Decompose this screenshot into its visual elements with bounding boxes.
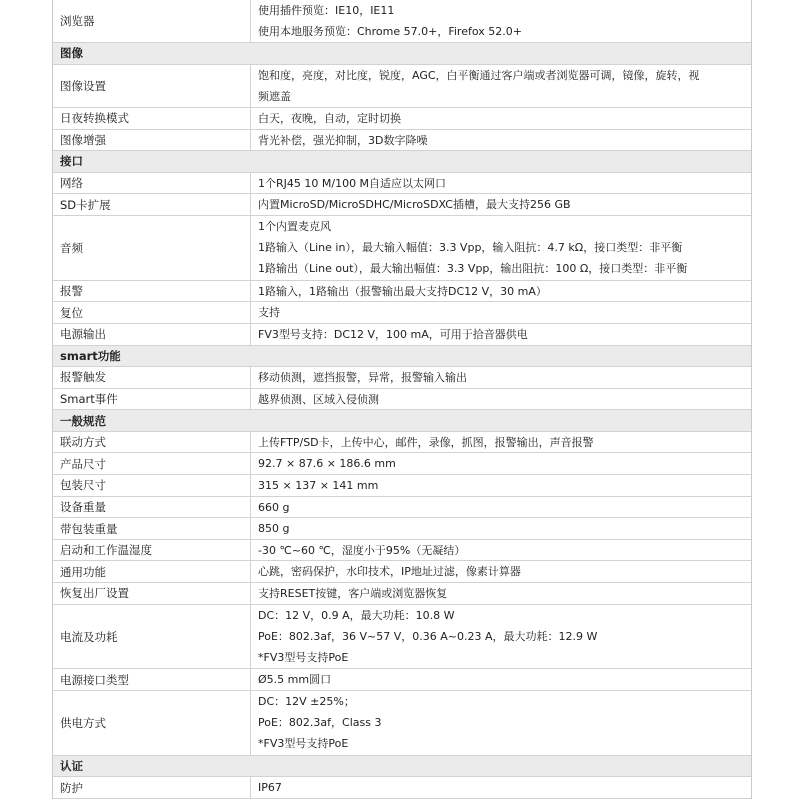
spec-value xyxy=(251,302,751,323)
spec-value-line: 315 × 137 × 141 mm xyxy=(258,479,379,493)
spec-row-alarm-trigger xyxy=(53,367,751,389)
spec-value xyxy=(251,324,751,345)
spec-row-protection xyxy=(53,777,751,799)
spec-value-line: 饱和度，亮度，对比度，锐度，AGC，白平衡通过客户端或者浏览器可调，镜像，旋转，视 xyxy=(258,68,700,82)
spec-row-product-dimensions xyxy=(53,453,751,475)
spec-value xyxy=(251,367,751,388)
spec-label: 图像增强 xyxy=(53,130,251,151)
spec-value xyxy=(251,453,751,474)
spec-value-line: 越界侦测、区域入侵侦测 xyxy=(258,392,379,406)
spec-value-line: DC：12 V，0.9 A，最大功耗：10.8 W xyxy=(258,608,455,622)
spec-label: 电源输出 xyxy=(53,324,251,345)
spec-value xyxy=(251,518,751,539)
spec-row-power-output xyxy=(53,324,751,346)
spec-value xyxy=(251,173,751,194)
spec-value-line: 心跳，密码保护，水印技术，IP地址过滤，像素计算器 xyxy=(258,565,521,579)
spec-label: 日夜转换模式 xyxy=(53,108,251,129)
spec-row-operating-conditions xyxy=(53,540,751,562)
spec-value-line: -30 ℃~60 ℃，湿度小于95%（无凝结） xyxy=(258,543,466,557)
spec-value-line: IP67 xyxy=(258,781,282,795)
spec-value xyxy=(251,194,751,215)
spec-value xyxy=(251,130,751,151)
spec-value-line: 支持RESET按键，客户端或浏览器恢复 xyxy=(258,587,448,601)
spec-label: 浏览器 xyxy=(53,0,251,42)
spec-value-line: 92.7 × 87.6 × 186.6 mm xyxy=(258,457,396,471)
spec-value-line: *FV3型号支持PoE xyxy=(258,651,349,665)
spec-value-line: FV3型号支持：DC12 V，100 mA，可用于拾音器供电 xyxy=(258,327,528,341)
spec-row-browser xyxy=(53,0,751,43)
spec-row-smart-event xyxy=(53,389,751,411)
spec-label: 防护 xyxy=(53,777,251,798)
spec-label: 电流及功耗 xyxy=(53,605,251,669)
spec-value-line: 移动侦测，遮挡报警，异常，报警输入输出 xyxy=(258,371,467,385)
spec-row-factory-reset xyxy=(53,583,751,605)
spec-value xyxy=(251,281,751,302)
spec-label: 报警 xyxy=(53,281,251,302)
spec-value-line: 使用插件预览：IE10，IE11 xyxy=(258,4,395,17)
spec-value-line: 1个RJ45 10 M/100 M自适应以太网口 xyxy=(258,176,447,190)
spec-row-power-supply xyxy=(53,691,751,756)
spec-value xyxy=(251,691,751,755)
spec-label: 包装尺寸 xyxy=(53,475,251,496)
spec-value-line: 1路输入，1路输出（报警输出最大支持DC12 V，30 mA） xyxy=(258,284,547,298)
section-header-image: 图像 xyxy=(53,43,751,65)
spec-value xyxy=(251,669,751,690)
spec-value-line: 频遮盖 xyxy=(258,89,291,103)
spec-row-general-functions xyxy=(53,561,751,583)
spec-label: 恢复出厂设置 xyxy=(53,583,251,604)
spec-row-image-settings xyxy=(53,65,751,108)
spec-label: 带包装重量 xyxy=(53,518,251,539)
spec-value xyxy=(251,389,751,410)
spec-value xyxy=(251,216,751,280)
spec-label: 音频 xyxy=(53,216,251,280)
spec-row-current-and-power xyxy=(53,605,751,670)
spec-value-line: 支持 xyxy=(258,306,280,320)
spec-row-alarm xyxy=(53,281,751,303)
spec-label: SD卡扩展 xyxy=(53,194,251,215)
spec-value-line: 1个内置麦克风 xyxy=(258,219,331,233)
spec-table xyxy=(52,0,752,799)
spec-value xyxy=(251,0,751,42)
spec-row-reset xyxy=(53,302,751,324)
spec-label: 复位 xyxy=(53,302,251,323)
spec-row-network xyxy=(53,173,751,195)
spec-value xyxy=(251,777,751,798)
spec-label: Smart事件 xyxy=(53,389,251,410)
spec-label: 通用功能 xyxy=(53,561,251,582)
spec-value-line: 使用本地服务预览：Chrome 57.0+，Firefox 52.0+ xyxy=(258,25,522,39)
spec-value-line: 850 g xyxy=(258,522,290,536)
spec-row-device-weight xyxy=(53,497,751,519)
spec-row-audio xyxy=(53,216,751,281)
spec-label: 图像设置 xyxy=(53,65,251,107)
spec-label: 电源接口类型 xyxy=(53,669,251,690)
spec-value-line: PoE：802.3af，36 V~57 V，0.36 A~0.23 A，最大功耗：12.9 W xyxy=(258,629,598,643)
section-header-certification: 认证 xyxy=(53,756,751,778)
spec-value-line: 内置MicroSD/MicroSDHC/MicroSDXC插槽，最大支持256 GB xyxy=(258,198,571,212)
spec-row-sd-card-expansion xyxy=(53,194,751,216)
section-header-smart: smart功能 xyxy=(53,346,751,368)
spec-label: 网络 xyxy=(53,173,251,194)
spec-row-power-interface-type xyxy=(53,669,751,691)
spec-value-line: 660 g xyxy=(258,500,290,514)
spec-row-weight-with-package xyxy=(53,518,751,540)
spec-value-line: 背光补偿，强光抑制，3D数字降噪 xyxy=(258,133,428,147)
spec-value-line: 白天，夜晚，自动，定时切换 xyxy=(258,111,401,125)
spec-row-linkage-method xyxy=(53,432,751,454)
spec-label: 联动方式 xyxy=(53,432,251,453)
spec-label: 报警触发 xyxy=(53,367,251,388)
spec-row-image-enhancement xyxy=(53,130,751,152)
spec-row-package-dimensions xyxy=(53,475,751,497)
spec-value xyxy=(251,108,751,129)
spec-label: 设备重量 xyxy=(53,497,251,518)
spec-value-line: 1路输出（Line out），最大输出幅值：3.3 Vpp，输出阻抗：100 Ω，接口类型：非平衡 xyxy=(258,262,688,276)
spec-label: 供电方式 xyxy=(53,691,251,755)
spec-value-line: 1路输入（Line in），最大输入幅值：3.3 Vpp，输入阻抗：4.7 kΩ，接口类型：非平衡 xyxy=(258,241,683,255)
spec-value xyxy=(251,475,751,496)
spec-value xyxy=(251,432,751,453)
spec-value-line: 上传FTP/SD卡，上传中心，邮件，录像，抓图，报警输出，声音报警 xyxy=(258,435,594,449)
spec-value xyxy=(251,583,751,604)
spec-value-line: PoE：802.3af，Class 3 xyxy=(258,716,382,730)
spec-row-day-night-mode xyxy=(53,108,751,130)
spec-value xyxy=(251,540,751,561)
spec-value xyxy=(251,65,751,107)
spec-value xyxy=(251,561,751,582)
spec-value xyxy=(251,605,751,669)
spec-value-line: Ø5.5 mm圆口 xyxy=(258,673,332,687)
section-header-general: 一般规范 xyxy=(53,410,751,432)
spec-value xyxy=(251,497,751,518)
spec-label: 产品尺寸 xyxy=(53,453,251,474)
spec-value-line: DC：12V ±25%； xyxy=(258,695,355,709)
spec-label: 启动和工作温湿度 xyxy=(53,540,251,561)
spec-value-line: *FV3型号支持PoE xyxy=(258,737,349,751)
section-header-interface: 接口 xyxy=(53,151,751,173)
